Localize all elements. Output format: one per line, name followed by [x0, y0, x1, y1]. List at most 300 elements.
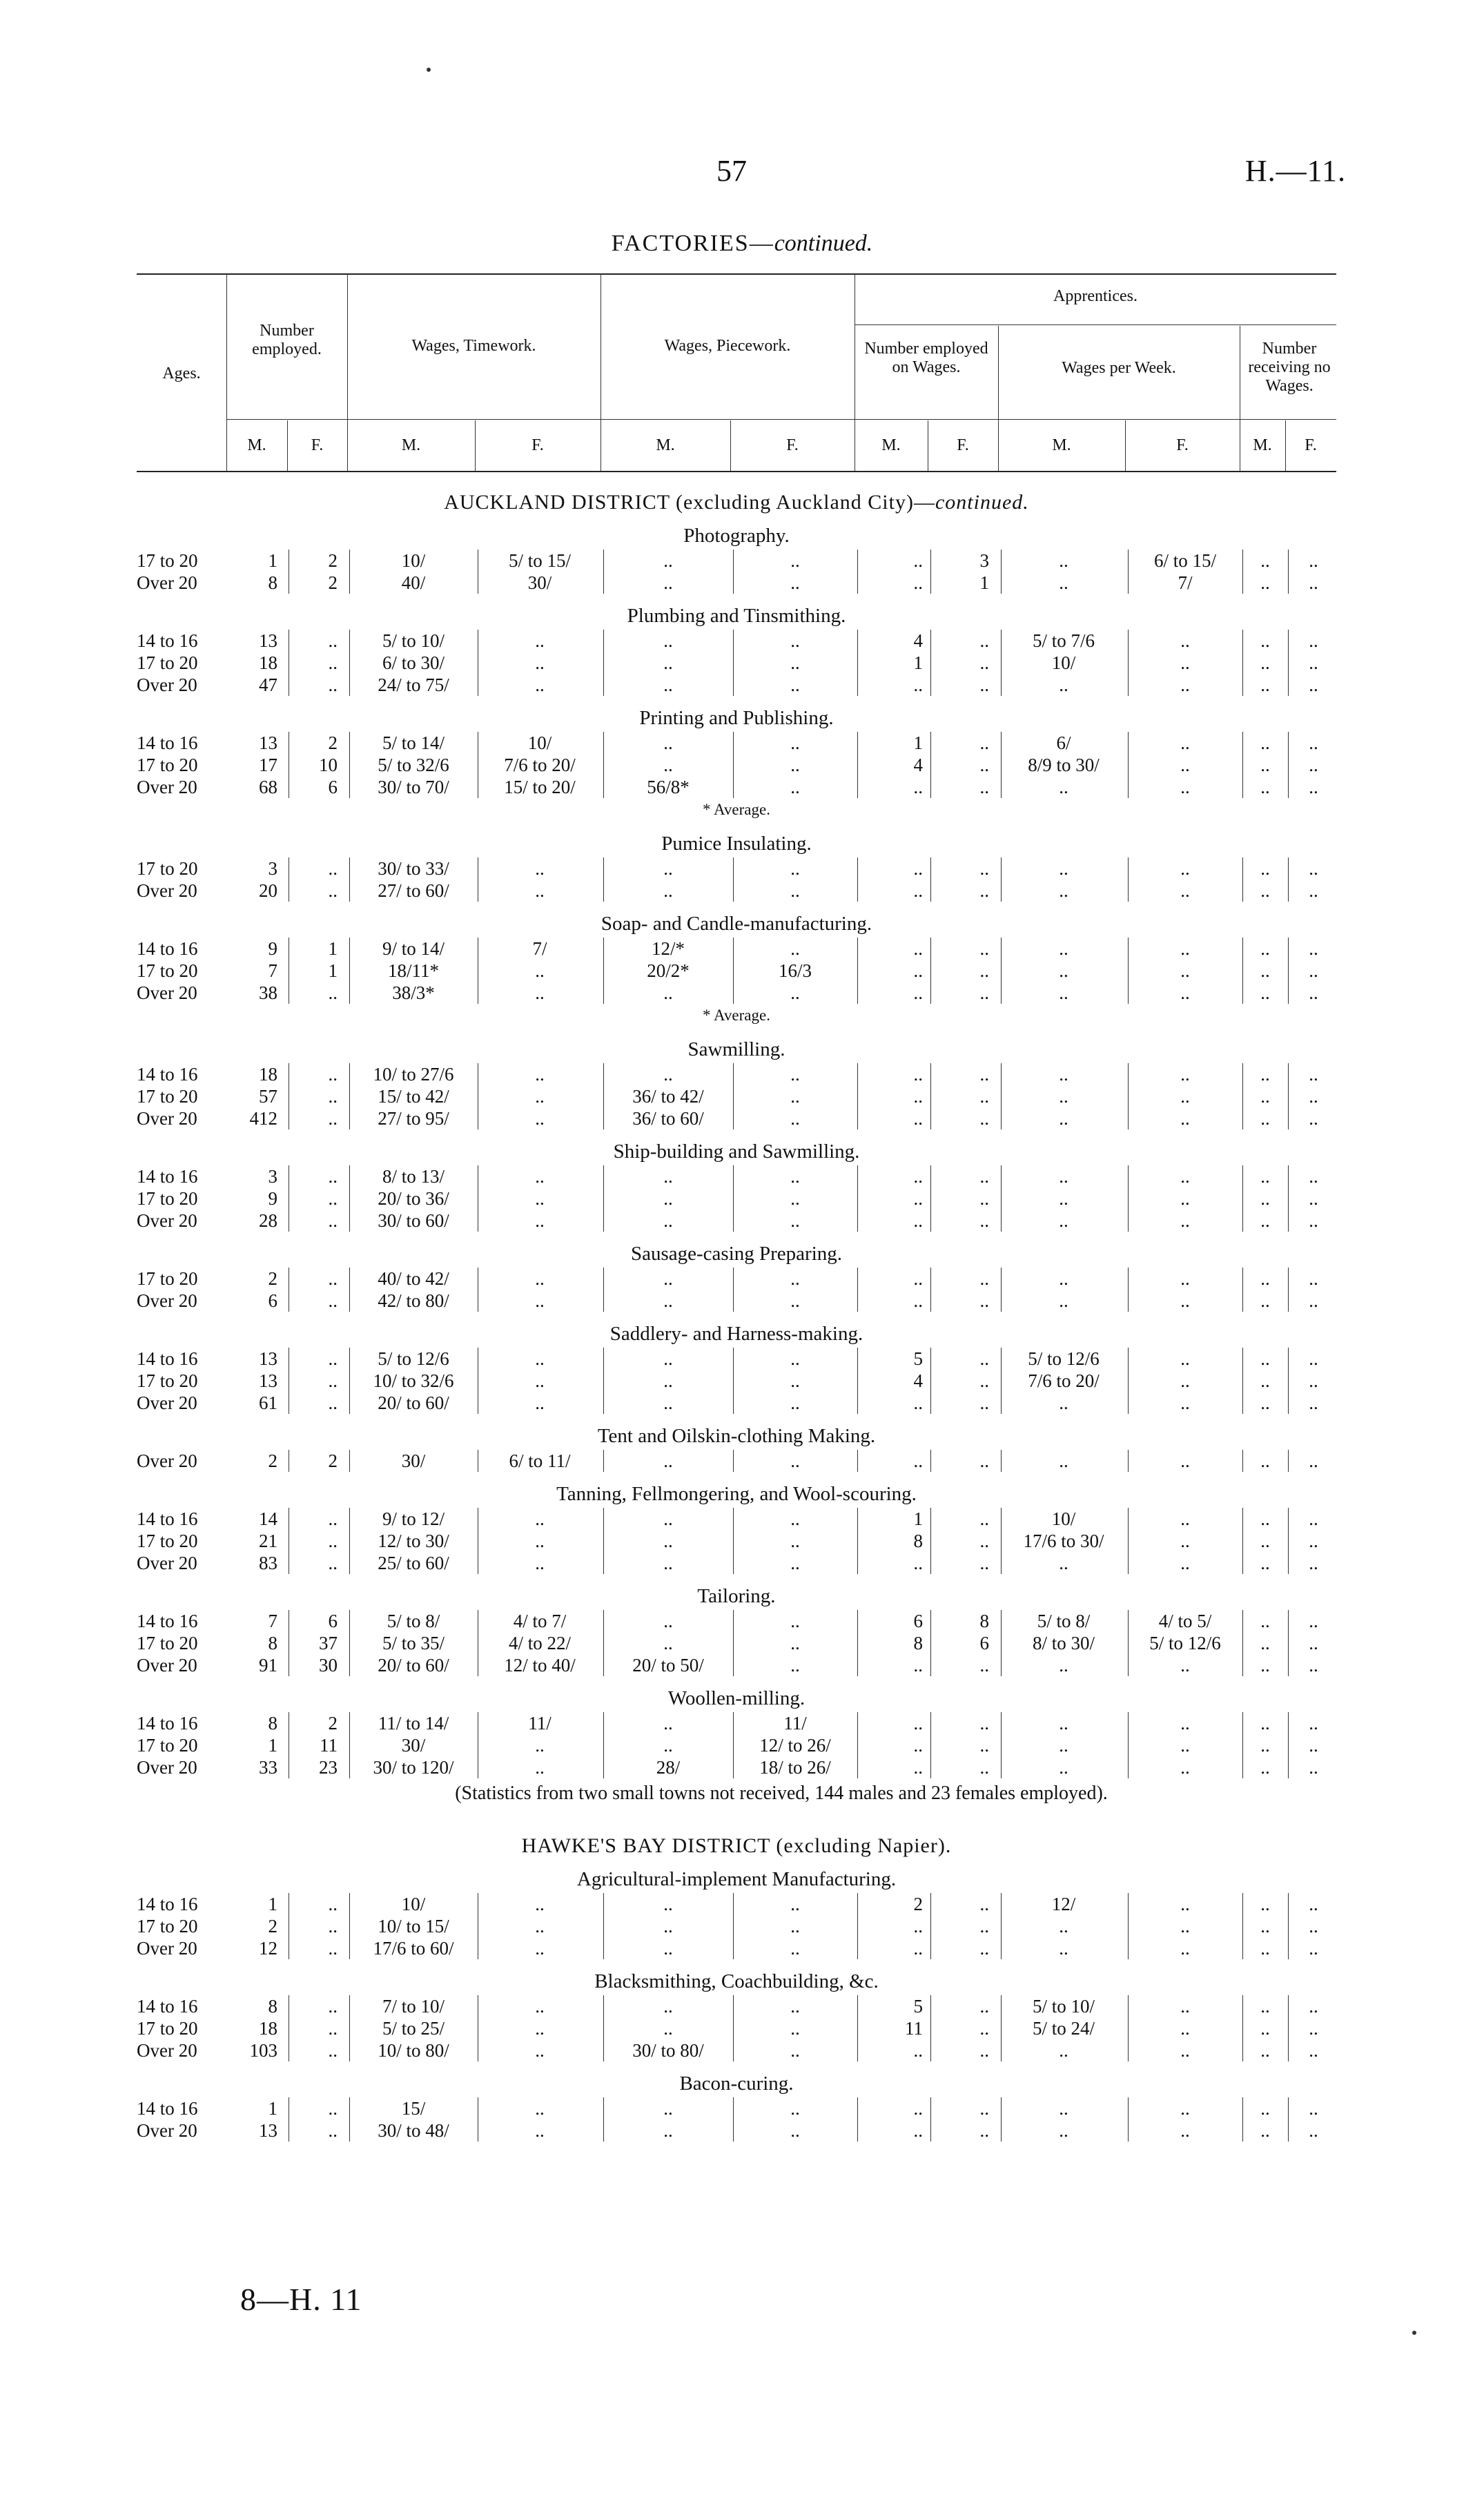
table-cell: .. — [478, 1290, 598, 1312]
table-cell: .. — [1242, 1995, 1285, 2017]
header-bottom-rule — [137, 471, 1336, 472]
table-cell: .. — [1242, 1210, 1285, 1232]
table-cell: .. — [1288, 2097, 1336, 2119]
table-row — [137, 1937, 1336, 1959]
table-cell: .. — [1288, 2017, 1336, 2039]
table-cell: .. — [1128, 1370, 1239, 1392]
table-cell: .. — [1288, 550, 1336, 572]
table-cell: .. — [733, 550, 854, 572]
table-row — [137, 2119, 1336, 2142]
table-cell: .. — [1242, 1348, 1285, 1370]
table-cell: .. — [478, 630, 598, 652]
table-cell: 9/ to 12/ — [349, 1508, 474, 1530]
table-row — [137, 1632, 1336, 1654]
table-cell: 5 — [857, 1995, 923, 2017]
table-row — [137, 880, 1336, 902]
header-f: F. — [957, 436, 969, 454]
table-cell: 2 — [268, 1916, 277, 1936]
table-cell: .. — [1001, 1552, 1123, 1574]
table-cell: .. — [1128, 938, 1239, 960]
table-cell: .. — [1128, 1654, 1239, 1676]
table-cell: .. — [1128, 2017, 1239, 2039]
header-f: F. — [786, 436, 799, 454]
table-cell: .. — [478, 1187, 598, 1210]
table-cell: .. — [1288, 857, 1336, 880]
table-cell: 4/ to 5/ — [1128, 1610, 1239, 1632]
table-cell: .. — [289, 1290, 338, 1312]
table-cell: .. — [1128, 2097, 1239, 2119]
industry-heading: Tent and Oilskin-clothing Making. — [597, 1425, 876, 1447]
table-cell: .. — [289, 2017, 338, 2039]
table-cell: .. — [1128, 1210, 1239, 1232]
table-cell: .. — [1001, 1210, 1123, 1232]
table-cell: .. — [1242, 2017, 1285, 2039]
table-cell: .. — [478, 2017, 598, 2039]
table-cell: 17 — [259, 755, 277, 775]
table-cell: 40/ to 42/ — [349, 1268, 474, 1290]
table-cell: 11/ — [478, 1712, 598, 1734]
header-subrule — [855, 419, 1336, 420]
table-cell: .. — [857, 857, 923, 880]
table-cell: .. — [1288, 1654, 1336, 1676]
industry-heading: Bacon-curing. — [679, 2072, 794, 2095]
table-cell: .. — [478, 1915, 598, 1937]
table-cell: .. — [289, 1508, 338, 1530]
age-cell: Over 20 — [137, 1757, 197, 1778]
table-cell: .. — [1128, 960, 1239, 982]
table-cell: 30/ to 70/ — [349, 776, 474, 798]
table-cell: 10 — [289, 754, 338, 776]
table-cell: .. — [857, 1552, 923, 1574]
table-cell: 6/ to 30/ — [349, 652, 474, 674]
page-title-italic: continued. — [774, 231, 873, 256]
table-cell: .. — [478, 1085, 598, 1107]
table-row — [137, 2097, 1336, 2119]
age-cell: 17 to 20 — [137, 1268, 198, 1289]
table-cell: .. — [1242, 1392, 1285, 1414]
table-cell: .. — [930, 1107, 989, 1129]
industry-heading: Ship-building and Sawmilling. — [613, 1140, 860, 1163]
table-row — [137, 652, 1336, 674]
table-cell: .. — [857, 960, 923, 982]
table-cell: .. — [930, 1937, 989, 1959]
table-cell: .. — [1242, 1893, 1285, 1915]
header-no-wages: Number receiving no Wages. — [1248, 340, 1331, 395]
table-cell: .. — [603, 1610, 730, 1632]
district-heading — [137, 1827, 1336, 1865]
table-cell: .. — [1288, 960, 1336, 982]
table-cell: 10/ — [1001, 1508, 1123, 1530]
section-spacer — [137, 1472, 1336, 1480]
industry-heading: Tanning, Fellmongering, and Wool-scouring. — [556, 1483, 917, 1505]
table-cell: 30/ — [349, 1450, 474, 1472]
table-cell: .. — [1242, 754, 1285, 776]
table-cell: 8 — [268, 572, 277, 593]
table-cell: 11/ to 14/ — [349, 1712, 474, 1734]
table-cell: 12/ — [1001, 1893, 1123, 1915]
table-cell: .. — [1288, 776, 1336, 798]
table-cell: .. — [1242, 1107, 1285, 1129]
header-subrule — [226, 419, 855, 420]
table-row — [137, 754, 1336, 776]
table-cell: .. — [930, 732, 989, 754]
table-cell: .. — [1242, 1165, 1285, 1187]
table-row — [137, 1450, 1336, 1472]
industry-heading: Photography. — [683, 525, 790, 547]
age-cell: 14 to 16 — [137, 1064, 198, 1085]
page-title — [0, 231, 1484, 257]
table-cell: .. — [733, 1610, 854, 1632]
table-cell: .. — [1288, 1995, 1336, 2017]
table-cell: .. — [478, 1937, 598, 1959]
table-cell: 37 — [289, 1632, 338, 1654]
industry-heading: Saddlery- and Harness-making. — [609, 1323, 863, 1345]
header-number-employed: Number employed. — [252, 322, 322, 358]
table-row — [137, 960, 1336, 982]
table-cell: .. — [1242, 1632, 1285, 1654]
table-cell: .. — [1128, 1290, 1239, 1312]
table-cell: 13 — [259, 2120, 277, 2141]
table-cell: .. — [1128, 732, 1239, 754]
table-cell: 30/ to 60/ — [349, 1210, 474, 1232]
table-cell: .. — [478, 857, 598, 880]
table-cell: 13 — [259, 630, 277, 651]
table-cell: .. — [478, 2097, 598, 2119]
table-cell: .. — [289, 1995, 338, 2017]
table-cell: .. — [603, 1210, 730, 1232]
table-cell: 103 — [249, 2040, 277, 2061]
table-cell: .. — [1001, 2119, 1123, 2142]
table-cell: .. — [603, 630, 730, 652]
table-cell: .. — [1288, 1915, 1336, 1937]
table-cell: .. — [1242, 1450, 1285, 1472]
table-cell: .. — [930, 1063, 989, 1085]
table-cell: .. — [1288, 1085, 1336, 1107]
table-row — [137, 1165, 1336, 1187]
section-spacer — [137, 1959, 1336, 1968]
table-cell: .. — [603, 1370, 730, 1392]
industry-heading: Soap- and Candle-manufacturing. — [601, 913, 872, 935]
table-cell: .. — [603, 550, 730, 572]
table-cell: .. — [1001, 776, 1123, 798]
table-cell: .. — [857, 550, 923, 572]
table-cell: .. — [1001, 674, 1123, 696]
table-cell: 4 — [857, 754, 923, 776]
age-cell: 17 to 20 — [137, 1531, 198, 1551]
table-cell: 14 — [259, 1508, 277, 1529]
table-cell: .. — [1001, 1734, 1123, 1756]
table-cell: .. — [289, 1370, 338, 1392]
table-cell: .. — [1242, 776, 1285, 798]
table-cell: .. — [733, 1937, 854, 1959]
table-cell: .. — [1242, 1530, 1285, 1552]
table-cell: .. — [1242, 857, 1285, 880]
table-cell: .. — [478, 2119, 598, 2142]
table-cell: .. — [930, 1654, 989, 1676]
table-cell: .. — [733, 982, 854, 1004]
table-cell: 6/ to 15/ — [1128, 550, 1239, 572]
table-cell: 8 — [268, 1713, 277, 1734]
table-cell: .. — [603, 1632, 730, 1654]
table-cell: .. — [1288, 1893, 1336, 1915]
table-cell: 27/ to 95/ — [349, 1107, 474, 1129]
table-cell: .. — [603, 732, 730, 754]
table-cell: .. — [1242, 572, 1285, 594]
table-cell: 15/ — [349, 2097, 474, 2119]
table-row — [137, 732, 1336, 754]
table-cell: 412 — [249, 1108, 277, 1129]
table-cell: .. — [733, 1530, 854, 1552]
table-cell: .. — [857, 776, 923, 798]
table-cell: .. — [1128, 1508, 1239, 1530]
table-cell: .. — [930, 630, 989, 652]
page-speck — [1412, 2331, 1416, 2335]
table-cell: 6 — [857, 1610, 923, 1632]
table-row — [137, 1654, 1336, 1676]
table-cell: .. — [733, 732, 854, 754]
table-cell: .. — [1128, 674, 1239, 696]
table-cell: 8 — [930, 1610, 989, 1632]
table-cell: 20 — [259, 880, 277, 901]
table-cell: .. — [289, 2097, 338, 2119]
table-cell: .. — [478, 1392, 598, 1414]
table-cell: .. — [1242, 1370, 1285, 1392]
table-cell: .. — [1242, 630, 1285, 652]
table-cell: .. — [1001, 1290, 1123, 1312]
table-cell: .. — [857, 1450, 923, 1472]
table-cell: 10/ to 32/6 — [349, 1370, 474, 1392]
table-cell: .. — [1001, 1268, 1123, 1290]
table-cell: 24/ to 75/ — [349, 674, 474, 696]
table-cell: .. — [478, 1756, 598, 1778]
table-row — [137, 1712, 1336, 1734]
table-cell: 30/ to 33/ — [349, 857, 474, 880]
page-speck — [427, 68, 431, 72]
table-cell: .. — [1242, 1508, 1285, 1530]
table-cell: 20/2* — [603, 960, 730, 982]
table-cell: .. — [930, 2097, 989, 2119]
table-cell: .. — [1288, 1712, 1336, 1734]
table-cell: .. — [603, 2017, 730, 2039]
statistics-note: (Statistics from two small towns not received, 144 males and 23 females employed). — [455, 1783, 1108, 1804]
top-rule — [137, 273, 1336, 275]
table-cell: 5/ to 10/ — [349, 630, 474, 652]
table-cell: 12/ to 40/ — [478, 1654, 598, 1676]
table-header — [137, 273, 1336, 474]
table-cell: .. — [1288, 1187, 1336, 1210]
table-cell: .. — [478, 652, 598, 674]
table-cell: .. — [1288, 1632, 1336, 1654]
table-cell: .. — [1288, 630, 1336, 652]
age-cell: Over 20 — [137, 1392, 197, 1413]
table-cell: 18 — [259, 1064, 277, 1085]
table-cell: 11/ — [733, 1712, 854, 1734]
table-cell: 8 — [857, 1632, 923, 1654]
table-cell: .. — [1288, 1268, 1336, 1290]
table-cell: .. — [930, 1995, 989, 2017]
table-cell: 56/8* — [603, 776, 730, 798]
table-row — [137, 1085, 1336, 1107]
section-spacer — [137, 1312, 1336, 1320]
table-cell: .. — [1242, 1654, 1285, 1676]
table-cell: .. — [603, 1937, 730, 1959]
table-cell: .. — [1288, 1348, 1336, 1370]
table-cell: 9 — [268, 1188, 277, 1209]
table-cell: 3 — [268, 858, 277, 879]
age-cell: 17 to 20 — [137, 1188, 198, 1209]
table-cell: 8/9 to 30/ — [1001, 754, 1123, 776]
age-cell: Over 20 — [137, 2120, 197, 2141]
industry-heading: Blacksmithing, Coachbuilding, &c. — [594, 1970, 879, 1992]
table-cell: .. — [1242, 1268, 1285, 1290]
table-cell: .. — [930, 652, 989, 674]
age-cell: 17 to 20 — [137, 1086, 198, 1107]
table-cell: .. — [603, 1995, 730, 2017]
header-m: M. — [1052, 436, 1071, 454]
table-cell: .. — [1288, 652, 1336, 674]
table-cell: .. — [1242, 1290, 1285, 1312]
table-cell: .. — [733, 1290, 854, 1312]
table-cell: .. — [603, 1063, 730, 1085]
age-cell: 14 to 16 — [137, 630, 198, 651]
table-cell: .. — [930, 1268, 989, 1290]
table-row — [137, 1734, 1336, 1756]
table-cell: .. — [1001, 1712, 1123, 1734]
age-cell: 17 to 20 — [137, 550, 198, 571]
table-cell: .. — [289, 1165, 338, 1187]
age-cell: 14 to 16 — [137, 1166, 198, 1187]
table-cell: .. — [857, 1654, 923, 1676]
table-cell: 30/ — [349, 1734, 474, 1756]
industry-heading: Woollen-milling. — [667, 1687, 806, 1709]
table-cell: .. — [857, 1210, 923, 1232]
age-cell: 17 to 20 — [137, 960, 198, 981]
page-title-main: FACTORIES— — [611, 231, 774, 256]
table-cell: .. — [1288, 732, 1336, 754]
table-cell: .. — [478, 1370, 598, 1392]
table-cell: 33 — [259, 1757, 277, 1778]
table-cell: 42/ to 80/ — [349, 1290, 474, 1312]
table-cell: .. — [733, 1187, 854, 1210]
header-m: M. — [247, 436, 266, 454]
table-cell: 6/ to 11/ — [478, 1450, 598, 1472]
table-cell: .. — [1288, 1508, 1336, 1530]
table-cell: 2 — [268, 1450, 277, 1471]
table-row — [137, 1268, 1336, 1290]
table-cell: 12/ to 30/ — [349, 1530, 474, 1552]
table-cell: .. — [289, 630, 338, 652]
table-cell: .. — [1242, 732, 1285, 754]
table-cell: 8 — [268, 1996, 277, 2017]
industry-heading: Tailoring. — [697, 1585, 776, 1607]
section-spacer — [137, 902, 1336, 910]
table-row — [137, 1107, 1336, 1129]
table-row — [137, 982, 1336, 1004]
table-cell: 2 — [289, 572, 338, 594]
table-cell: .. — [930, 1530, 989, 1552]
table-cell: 7/6 to 20/ — [478, 754, 598, 776]
section-spacer — [137, 696, 1336, 704]
footnote: * Average. — [703, 801, 770, 818]
table-cell: 13 — [259, 1348, 277, 1369]
table-cell: 30 — [289, 1654, 338, 1676]
table-cell: .. — [1128, 1085, 1239, 1107]
table-cell: .. — [1288, 1107, 1336, 1129]
age-cell: Over 20 — [137, 1210, 197, 1231]
table-cell: 20/ to 60/ — [349, 1392, 474, 1414]
table-cell: .. — [603, 1915, 730, 1937]
table-cell: .. — [289, 1915, 338, 1937]
table-cell: 1 — [930, 572, 989, 594]
age-cell: Over 20 — [137, 1553, 197, 1573]
table-cell: 10/ — [349, 1893, 474, 1915]
table-cell: .. — [733, 938, 854, 960]
table-cell: .. — [733, 1392, 854, 1414]
table-cell: .. — [1288, 1610, 1336, 1632]
age-cell: 14 to 16 — [137, 1713, 198, 1734]
table-cell: 9 — [268, 938, 277, 959]
table-cell: .. — [857, 938, 923, 960]
age-cell: 14 to 16 — [137, 2098, 198, 2119]
age-cell: 17 to 20 — [137, 858, 198, 879]
table-cell: 2 — [289, 732, 338, 754]
table-cell: .. — [857, 1734, 923, 1756]
age-cell: 17 to 20 — [137, 652, 198, 673]
table-cell: 1 — [857, 1508, 923, 1530]
table-cell: .. — [1128, 754, 1239, 776]
table-cell: .. — [930, 960, 989, 982]
table-cell: .. — [478, 1893, 598, 1915]
table-cell: .. — [478, 1734, 598, 1756]
table-cell: .. — [930, 880, 989, 902]
table-cell: .. — [1128, 1107, 1239, 1129]
table-cell: .. — [603, 1165, 730, 1187]
district-name: AUCKLAND DISTRICT (excluding Auckland City)— — [444, 491, 935, 514]
table-cell: 9/ to 14/ — [349, 938, 474, 960]
table-cell: .. — [930, 1165, 989, 1187]
table-cell: .. — [478, 982, 598, 1004]
table-cell: .. — [1001, 2039, 1123, 2061]
table-cell: .. — [1128, 1712, 1239, 1734]
age-cell: Over 20 — [137, 1108, 197, 1129]
table-cell: .. — [930, 1756, 989, 1778]
table-cell: 8/ to 13/ — [349, 1165, 474, 1187]
table-cell: .. — [733, 880, 854, 902]
table-cell: .. — [1001, 1915, 1123, 1937]
table-cell: 7 — [268, 1611, 277, 1631]
table-cell: 5/ to 12/6 — [1001, 1348, 1123, 1370]
age-cell: 17 to 20 — [137, 1735, 198, 1756]
table-cell: 10/ to 15/ — [349, 1915, 474, 1937]
table-cell: .. — [1128, 880, 1239, 902]
table-cell: .. — [603, 1530, 730, 1552]
table-cell: .. — [1242, 1712, 1285, 1734]
table-cell: .. — [733, 2097, 854, 2119]
table-cell: .. — [478, 2039, 598, 2061]
table-row — [137, 1893, 1336, 1915]
table-cell: 5/ to 35/ — [349, 1632, 474, 1654]
table-cell: .. — [603, 2119, 730, 2142]
table-row — [137, 938, 1336, 960]
table-cell: 8 — [268, 1633, 277, 1653]
table-cell: .. — [1001, 857, 1123, 880]
age-cell: Over 20 — [137, 572, 197, 593]
table-cell: 12 — [259, 1938, 277, 1959]
table-cell: 6 — [268, 1290, 277, 1311]
table-cell: .. — [733, 674, 854, 696]
header-m: M. — [1253, 436, 1272, 454]
table-cell: .. — [1128, 2119, 1239, 2142]
